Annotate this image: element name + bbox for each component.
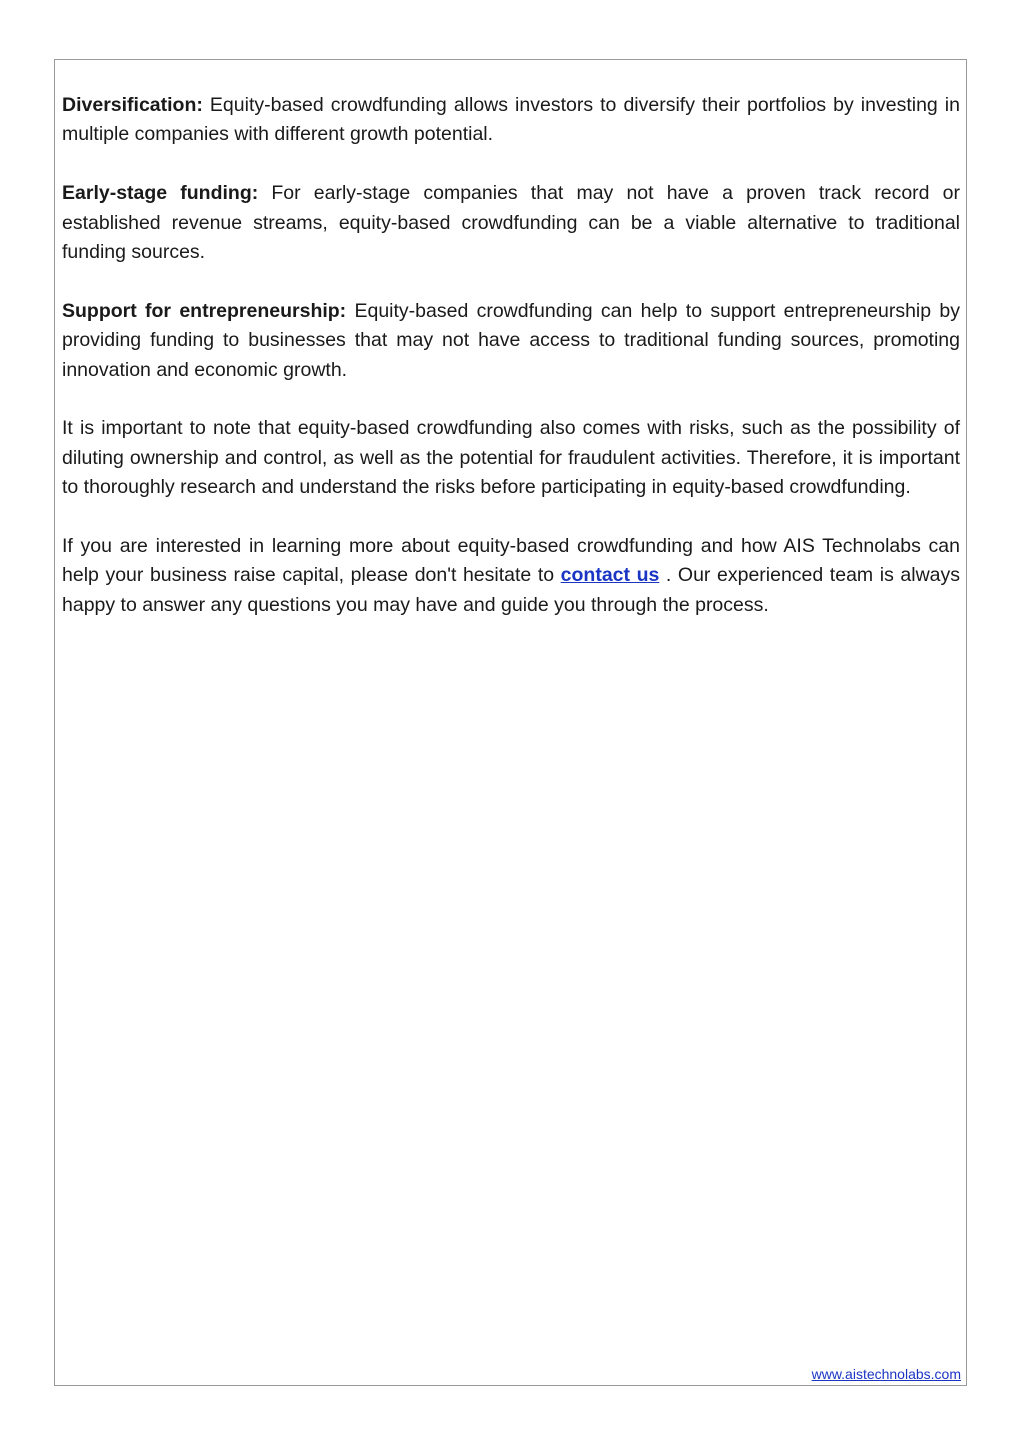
heading-entrepreneurship: Support for entrepreneurship: [62, 299, 347, 322]
paragraph-entrepreneurship [62, 297, 960, 385]
paragraph-closing [62, 532, 960, 620]
paragraph-diversification [62, 91, 960, 150]
paragraph-early-stage [62, 179, 960, 267]
text-closing-after: . Our experienced team is always happy to answer any questions you may have and guide you through the process. [62, 564, 960, 616]
contact-us-link[interactable]: contact us [560, 564, 660, 587]
text-closing-before: If you are interested in learning more about equity-based crowdfunding and how AIS Technolabs can help your business raise capital, please don't hesitate to [62, 535, 960, 587]
heading-diversification: Diversification: [62, 94, 203, 116]
website-link[interactable]: www.aistechnolabs.com [811, 1366, 961, 1382]
text-early-stage: For early-stage companies that may not have a proven track record or established revenue streams, equity-based crowdfunding can be a viable alternative to traditional funding sources. [62, 182, 960, 264]
paragraph-risks [62, 414, 960, 502]
heading-early-stage: Early-stage funding: [62, 182, 259, 205]
text-risks: It is important to note that equity-based crowdfunding also comes with risks, such as the possibility of diluting ownership and control, as well as the potential for fraudulent activities. Therefore, it is important to thoroughly research and understand the risks before participating in equity-based crowdfunding. [62, 417, 960, 499]
text-entrepreneurship: Equity-based crowdfunding can help to support entrepreneurship by providing funding to businesses that may not have access to traditional funding sources, promoting innovation and economic growth. [62, 299, 960, 381]
document-body [62, 91, 960, 650]
text-diversification: Equity-based crowdfunding allows investors to diversify their portfolios by investing in multiple companies with different growth potential. [62, 94, 960, 146]
